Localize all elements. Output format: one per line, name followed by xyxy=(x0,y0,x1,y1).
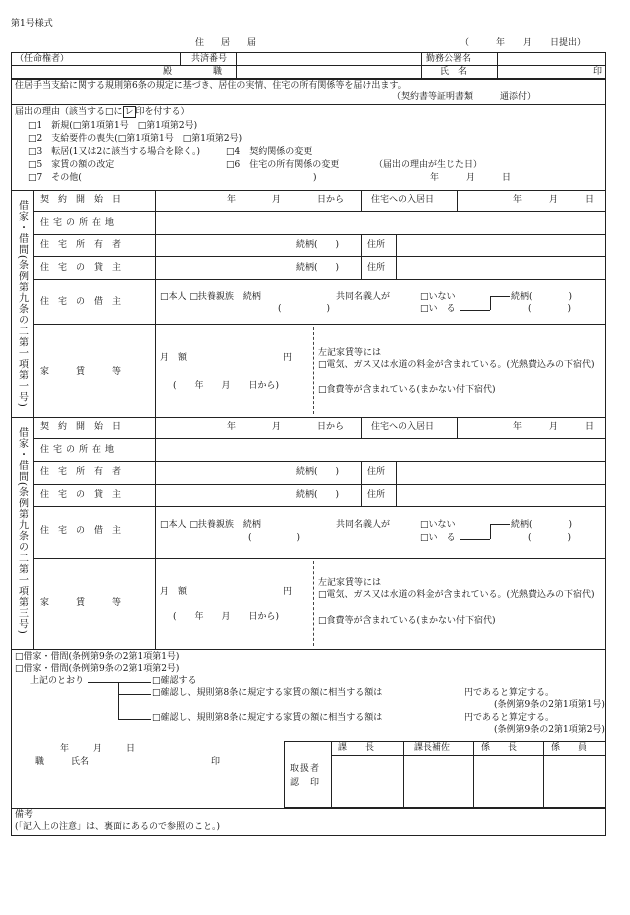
s2-rel2: 続柄( ) xyxy=(511,520,573,530)
s2-note-head: 左記家賃等には xyxy=(318,578,382,588)
s1-move-in-date: 年 月 日 xyxy=(513,195,595,205)
approval-rule-1: (条例第9条の2第1項第1号) xyxy=(494,700,605,710)
s2-note-2[interactable]: □食費等が含まれている(まかない付下宿代) xyxy=(318,616,496,626)
s2-contract-date: 年 月 日から xyxy=(227,422,345,432)
s1-rel2: 続柄( ) xyxy=(511,292,573,302)
s1-yen: 円 xyxy=(283,353,293,363)
approval-calc-2: 円であると算定する。 xyxy=(464,713,555,723)
s2-lender-relation: 続柄( ) xyxy=(296,490,340,500)
s1-lender-relation: 続柄( ) xyxy=(296,263,340,273)
approval-date: 年 月 日 xyxy=(60,744,138,754)
reason-heading: 届出の理由（該当する□に レ 印を付する） xyxy=(15,107,190,117)
approval-confirm[interactable]: □確認する xyxy=(152,676,197,686)
s2-rent-label: 家 賃 等 xyxy=(40,598,122,608)
s1-owner-label: 住宅所有者 xyxy=(40,240,131,250)
s1-borrower-label: 住宅の借主 xyxy=(40,297,131,307)
section2-side-label: 借家・借間(条例第九条の二第一項第三号) xyxy=(16,427,28,635)
section1-side-label: 借家・借間(条例第九条の二第一項第一号) xyxy=(16,200,28,408)
approval-confirm-rule-1[interactable]: □確認し、規則第8条に規定する家賃の額に相当する額は xyxy=(152,688,383,698)
s2-owner-address: 住所 xyxy=(367,467,386,477)
remarks-note: (「記入上の注意」は、裏面にあるので参照のこと。) xyxy=(15,822,221,832)
reason-6-note: （届出の理由が生じた日） xyxy=(374,160,483,170)
col-deputy-chief: 課長補佐 xyxy=(414,743,451,753)
s1-owner-relation: 続柄( ) xyxy=(296,240,340,250)
reason-6[interactable]: □6 住宅の所有関係の変更 xyxy=(226,160,340,170)
s2-exists[interactable]: □い る xyxy=(420,533,456,543)
mutual-aid-no-label: 共済番号 xyxy=(191,54,228,64)
s2-self-dep[interactable]: □本人 □扶養親族 続柄 xyxy=(160,520,261,530)
s1-monthly-label: 月 額 xyxy=(160,353,188,363)
col-staff: 係 員 xyxy=(551,743,588,753)
reason-3[interactable]: □3 転居(1又は2に該当する場合を除く。) xyxy=(28,147,201,157)
s2-lender-label: 住宅の貸主 xyxy=(40,490,131,500)
s1-paren2: ( ) xyxy=(528,304,572,314)
reason-7[interactable]: □7 その他( xyxy=(28,173,82,183)
s2-move-in-date: 年 月 日 xyxy=(513,422,595,432)
reason-7-close: ) xyxy=(313,173,317,183)
approval-seal: 印 xyxy=(211,757,221,767)
attach-text: （契約書等証明書類 通添付） xyxy=(392,92,537,102)
s1-owner-address: 住所 xyxy=(367,240,386,250)
approval-opt-1[interactable]: □借家・借間(条例第9条の2第1項第1号) xyxy=(15,652,180,662)
approval-rule-2: (条例第9条の2第1項第2号) xyxy=(494,725,605,735)
dono-label: 殿 xyxy=(163,67,173,77)
s2-monthly-label: 月 額 xyxy=(160,587,188,597)
s1-note-head: 左記家賃等には xyxy=(318,348,382,358)
s2-paren2: ( ) xyxy=(528,533,572,543)
s1-location-label: 住宅の所在地 xyxy=(40,218,119,228)
job-label: 職 xyxy=(213,67,223,77)
s1-none[interactable]: □いない xyxy=(420,292,456,302)
reason-2[interactable]: □2 支給要件の喪失(□第1項第1号 □第1項第2号) xyxy=(28,134,243,144)
reason-1[interactable]: □1 新規(□第1項第1号 □第1項第2号) xyxy=(28,121,198,131)
s1-paren: ( ) xyxy=(278,304,331,314)
s2-paren: ( ) xyxy=(248,533,301,543)
s2-owner-relation: 続柄( ) xyxy=(296,467,340,477)
name-label: 氏 名 xyxy=(440,67,468,77)
s2-note-1[interactable]: □電気、ガス又は水道の料金が含まれている。(光熱費込みの下宿代) xyxy=(318,590,595,600)
s2-lender-address: 住所 xyxy=(367,490,386,500)
s2-owner-label: 住宅所有者 xyxy=(40,467,131,477)
remarks-label: 備考 xyxy=(15,810,34,820)
s2-move-in-label: 住宅への入居日 xyxy=(371,422,435,432)
approval-calc-1: 円であると算定する。 xyxy=(464,688,555,698)
reason-5[interactable]: □5 家賃の額の改定 xyxy=(28,160,115,170)
submit-date: （ 年 月 日提出） xyxy=(460,38,587,48)
s2-none[interactable]: □いない xyxy=(420,520,456,530)
s1-self-dep[interactable]: □本人 □扶養親族 続柄 xyxy=(160,292,261,302)
s1-contract-date: 年 月 日から xyxy=(227,195,345,205)
s2-co-name: 共同名義人が xyxy=(336,520,391,530)
col-section-chief: 課 長 xyxy=(338,743,375,753)
form-number: 第1号様式 xyxy=(11,19,53,29)
s1-lender-label: 住宅の貸主 xyxy=(40,263,131,273)
form-title: 住 居 届 xyxy=(195,38,261,48)
reason-date: 年 月 日 xyxy=(430,173,512,183)
s1-lender-address: 住所 xyxy=(367,263,386,273)
s2-yen: 円 xyxy=(283,587,293,597)
s1-contract-start-label: 契約開始日 xyxy=(40,195,131,205)
s2-borrower-label: 住宅の借主 xyxy=(40,526,131,536)
approval-job-name: 職 氏名 xyxy=(35,757,90,767)
col-unit-chief: 係 長 xyxy=(481,743,518,753)
intro-text: 住居手当支給に関する規則第6条の規定に基づき、居住の実情、住宅の所有関係等を届け出ます。 xyxy=(15,81,407,91)
s1-note-2[interactable]: □食費等が含まれている(まかない付下宿代) xyxy=(318,385,496,395)
handler-label: 取扱者 認 印 xyxy=(290,764,321,789)
s1-exists[interactable]: □い る xyxy=(420,304,456,314)
approval-as-above: 上記のとおり xyxy=(30,676,85,686)
approval-opt-2[interactable]: □借家・借間(条例第9条の2第1項第2号) xyxy=(15,664,180,674)
s2-contract-start-label: 契約開始日 xyxy=(40,422,131,432)
s1-co-name: 共同名義人が xyxy=(336,292,391,302)
seal-label: 印 xyxy=(593,67,603,77)
s1-rent-label: 家 賃 等 xyxy=(40,367,122,377)
check-mark-box: レ xyxy=(124,107,134,117)
s1-note-1[interactable]: □電気、ガス又は水道の料金が含まれている。(光熱費込みの下宿代) xyxy=(318,360,595,370)
reason-4[interactable]: □4 契約関係の変更 xyxy=(226,147,313,157)
dept-name-label: 勤務公署名 xyxy=(426,54,472,64)
s2-location-label: 住宅の所在地 xyxy=(40,445,119,455)
approval-confirm-rule-2[interactable]: □確認し、規則第8条に規定する家賃の額に相当する額は xyxy=(152,713,383,723)
s2-from-date: ( 年 月 日から) xyxy=(173,612,280,622)
appointer-label: （任命権者） xyxy=(15,54,70,64)
s1-move-in-label: 住宅への入居日 xyxy=(371,195,435,205)
s1-from-date: ( 年 月 日から) xyxy=(173,381,280,391)
